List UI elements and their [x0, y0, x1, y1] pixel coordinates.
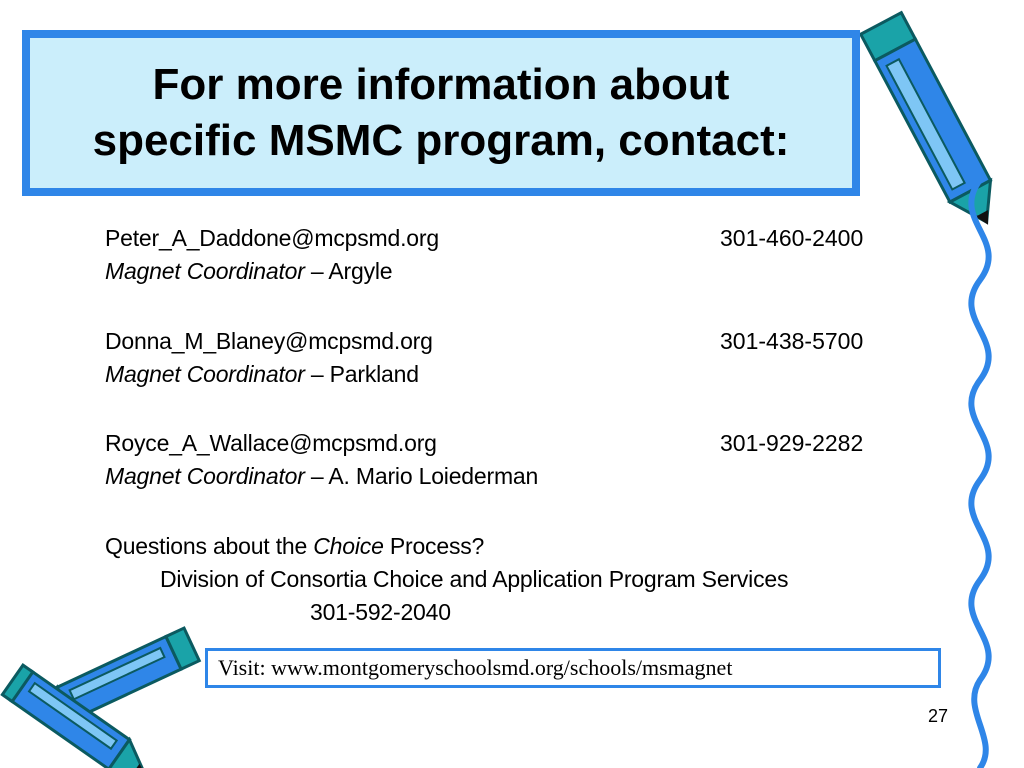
contact-email-2[interactable]: Donna_M_Blaney@mcpsmd.org — [105, 328, 433, 354]
questions-suffix: Process? — [383, 533, 485, 559]
school-label: – Parkland — [304, 361, 419, 387]
contact-email-1[interactable]: Peter_A_Daddone@mcpsmd.org — [105, 225, 439, 251]
contact-email-3[interactable]: Royce_A_Wallace@mcpsmd.org — [105, 430, 437, 456]
questions-prefix: Questions about the — [105, 533, 314, 559]
title-box — [22, 30, 860, 196]
role-label: Magnet Coordinator — [105, 258, 305, 284]
division-phone: 301-592-2040 — [310, 599, 451, 625]
role-label: Magnet Coordinator — [105, 361, 305, 387]
pencil-icon — [0, 620, 210, 768]
contact-phone-3: 301-929-2282 — [720, 430, 864, 456]
division-name: Division of Consortia Choice and Application Program Services — [160, 566, 789, 592]
questions-emphasis: Choice — [313, 533, 384, 559]
contact-phone-1: 301-460-2400 — [720, 225, 864, 251]
title-line-1: For more information about — [152, 60, 730, 109]
role-label: Magnet Coordinator — [105, 463, 305, 489]
squiggle-line-decoration — [940, 180, 1024, 768]
school-label: – Argyle — [304, 258, 393, 284]
visit-box — [205, 648, 941, 688]
title-line-2: specific MSMC program, contact: — [92, 116, 790, 165]
contact-role-1 — [105, 255, 392, 287]
contact-phone-2: 301-438-5700 — [720, 328, 864, 354]
questions-line — [105, 530, 484, 562]
page-number: 27 — [928, 706, 949, 726]
contact-role-3 — [105, 460, 538, 492]
school-label: – A. Mario Loiederman — [304, 463, 539, 489]
visit-link[interactable]: Visit: www.montgomeryschoolsmd.org/schools/msmagnet — [218, 655, 733, 680]
contact-role-2 — [105, 358, 419, 390]
